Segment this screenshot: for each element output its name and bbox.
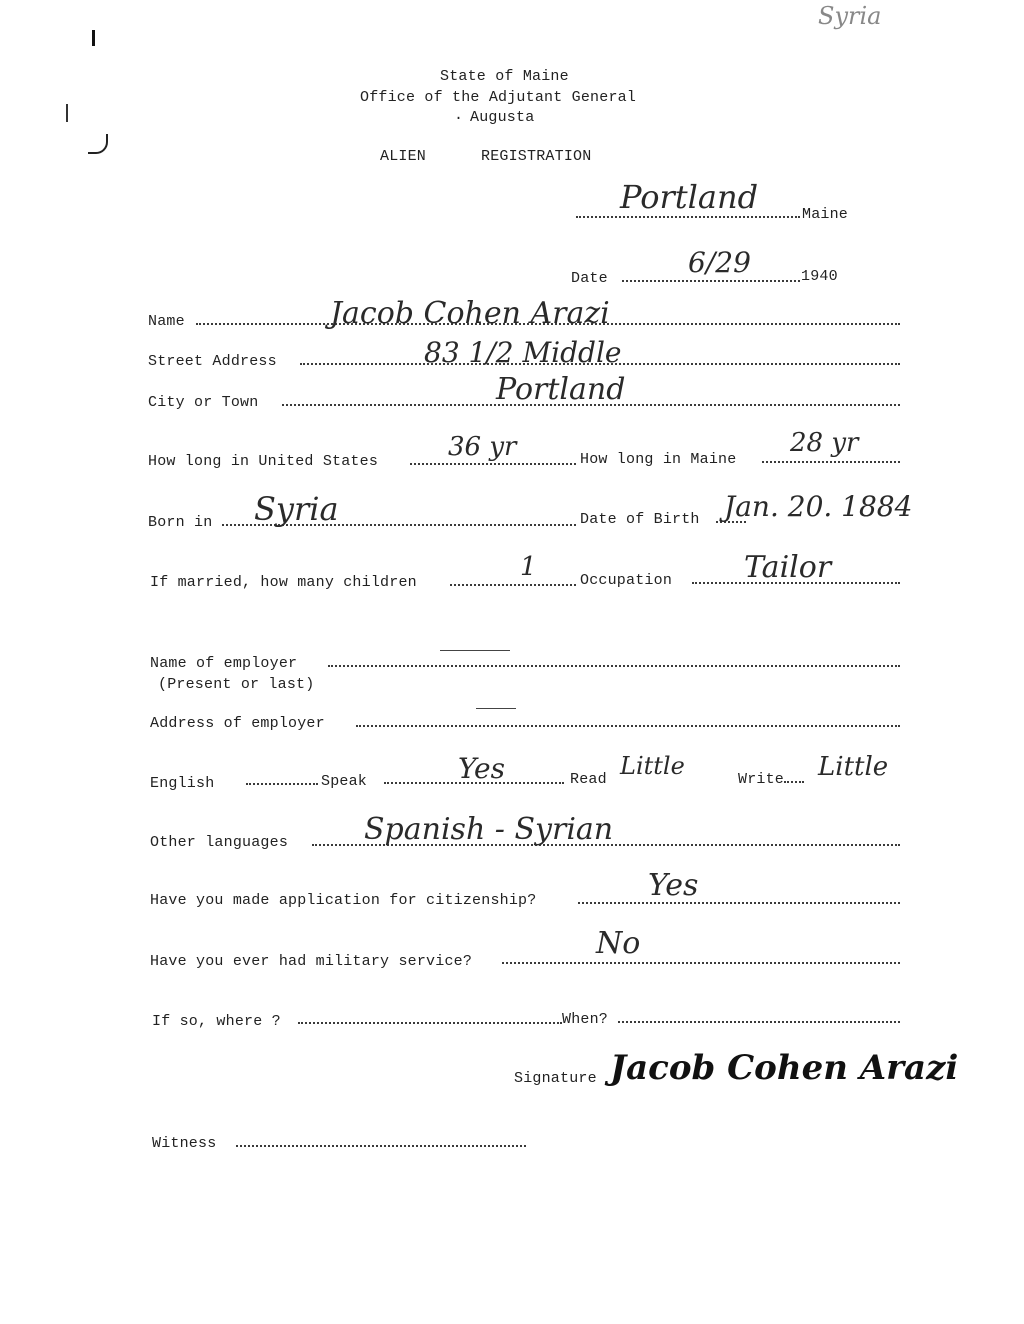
how-long-maine-value: 28 yr <box>790 428 859 458</box>
header-city: Augusta <box>470 109 535 126</box>
english-write-value: Little <box>818 752 889 782</box>
witness-dots <box>236 1135 526 1147</box>
english-write-dots <box>784 771 804 783</box>
date-of-birth-label: Date of Birth <box>580 511 700 528</box>
how-long-us-label: How long in United States <box>148 453 379 470</box>
header-office: Office of the Adjutant General <box>360 89 637 106</box>
english-dots <box>246 773 318 785</box>
english-read-value: Little <box>620 752 685 780</box>
signature-value: Jacob Cohen Arazi <box>610 1048 959 1088</box>
military-value: No <box>596 926 641 961</box>
header-bullet: · <box>454 110 464 127</box>
margin-mark-1 <box>92 30 95 46</box>
citizenship-value: Yes <box>648 868 699 903</box>
born-in-value: Syria <box>254 490 339 528</box>
how-long-maine-label: How long in Maine <box>580 451 737 468</box>
when-label: When? <box>562 1011 609 1028</box>
margin-mark-3 <box>88 134 108 154</box>
where-dots <box>298 1012 562 1024</box>
date-year: 1940 <box>801 268 838 285</box>
margin-mark-2 <box>66 104 68 122</box>
employer-dash-mark <box>440 650 510 651</box>
street-address-value: 83 1/2 Middle <box>424 336 622 369</box>
citizenship-label: Have you made application for citizenship? <box>150 892 537 909</box>
where-label: If so, where ? <box>152 1013 281 1030</box>
name-label: Name <box>148 313 185 330</box>
english-write-label: Write <box>738 771 785 788</box>
occupation-value: Tailor <box>744 550 832 585</box>
english-speak-value: Yes <box>458 752 505 785</box>
corner-note: Syria <box>818 2 882 30</box>
employer-name-dots <box>328 655 900 667</box>
citizenship-dots <box>578 892 900 904</box>
form-title-alien: ALIEN <box>380 148 427 165</box>
place-value: Portland <box>620 178 759 216</box>
employer-address-dash-mark <box>476 708 516 709</box>
employer-address-label: Address of employer <box>150 715 325 732</box>
date-of-birth-value: Jan. 20. 1884 <box>724 490 913 523</box>
city-town-value: Portland <box>496 372 626 407</box>
english-label: English <box>150 775 215 792</box>
other-languages-value: Spanish - Syrian <box>364 812 614 847</box>
born-in-label: Born in <box>148 514 213 531</box>
date-value: 6/29 <box>688 246 751 279</box>
english-speak-label: Speak <box>321 773 368 790</box>
when-dots <box>618 1011 900 1023</box>
witness-label: Witness <box>152 1135 217 1152</box>
employer-address-dots <box>356 715 900 727</box>
place-suffix: Maine <box>802 206 849 223</box>
children-dots <box>450 574 576 586</box>
how-long-us-value: 36 yr <box>448 432 517 462</box>
occupation-label: Occupation <box>580 572 673 589</box>
name-value: Jacob Cohen Arazi <box>330 296 610 331</box>
english-read-label: Read <box>570 771 607 788</box>
children-value: 1 <box>520 552 537 582</box>
children-label: If married, how many children <box>150 574 417 591</box>
military-label: Have you ever had military service? <box>150 953 473 970</box>
form-title-registration: REGISTRATION <box>481 148 592 165</box>
header-state: State of Maine <box>440 68 569 85</box>
employer-name-label: Name of employer <box>150 655 298 672</box>
employer-name-sublabel: (Present or last) <box>158 676 315 693</box>
street-address-label: Street Address <box>148 353 277 370</box>
city-town-label: City or Town <box>148 394 259 411</box>
signature-label: Signature <box>514 1070 597 1087</box>
other-languages-label: Other languages <box>150 834 289 851</box>
date-label: Date <box>571 270 608 287</box>
military-dots <box>502 952 900 964</box>
